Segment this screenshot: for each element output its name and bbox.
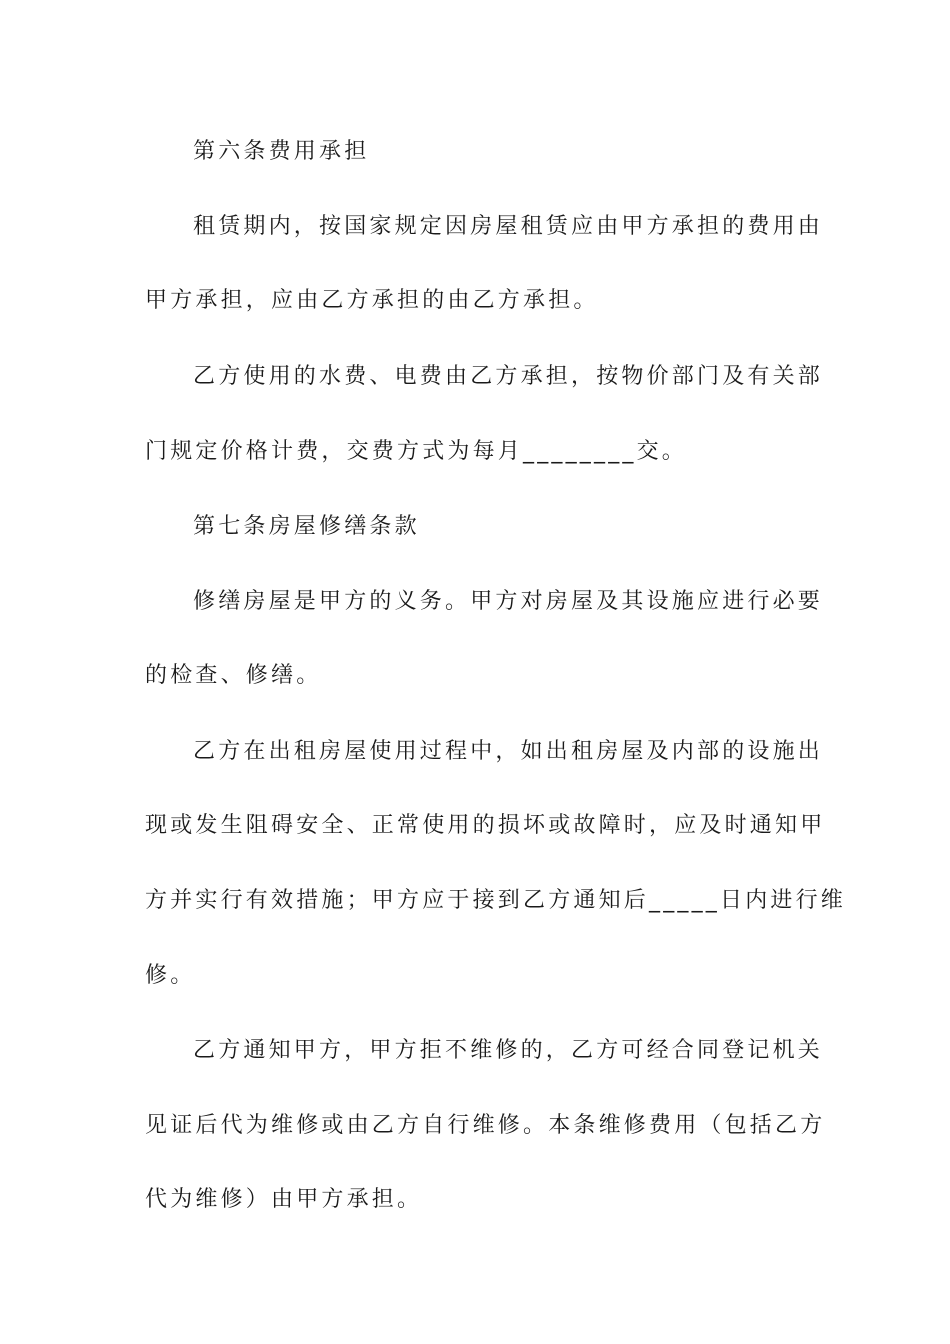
paragraph-line: 修缮房屋是甲方的义务。甲方对房屋及其设施应进行必要 xyxy=(193,589,824,614)
paragraph-line: 门规定价格计费，交费方式为每月________交。 xyxy=(145,439,688,464)
paragraph-line: 甲方承担，应由乙方承担的由乙方承担。 xyxy=(145,288,599,313)
paragraph-line: 修。 xyxy=(145,963,196,988)
paragraph-line: 代为维修）由甲方承担。 xyxy=(145,1187,423,1212)
section-heading-article-6: 第六条费用承担 xyxy=(193,139,370,164)
paragraph-line: 乙方通知甲方，甲方拒不维修的，乙方可经合同登记机关 xyxy=(193,1038,824,1063)
paragraph-line: 乙方使用的水费、电费由乙方承担，按物价部门及有关部 xyxy=(193,364,824,389)
paragraph-line: 的检查、修缮。 xyxy=(145,663,322,688)
paragraph-line: 现或发生阻碍安全、正常使用的损坏或故障时，应及时通知甲 xyxy=(145,813,826,838)
paragraph-line: 租赁期内，按国家规定因房屋租赁应由甲方承担的费用由 xyxy=(193,214,824,239)
section-heading-article-7: 第七条房屋修缮条款 xyxy=(193,514,420,539)
paragraph-line: 方并实行有效措施；甲方应于接到乙方通知后_____日内进行维 xyxy=(145,888,847,913)
paragraph-line: 乙方在出租房屋使用过程中，如出租房屋及内部的设施出 xyxy=(193,739,824,764)
paragraph-line: 见证后代为维修或由乙方自行维修。本条维修费用（包括乙方 xyxy=(145,1113,826,1138)
